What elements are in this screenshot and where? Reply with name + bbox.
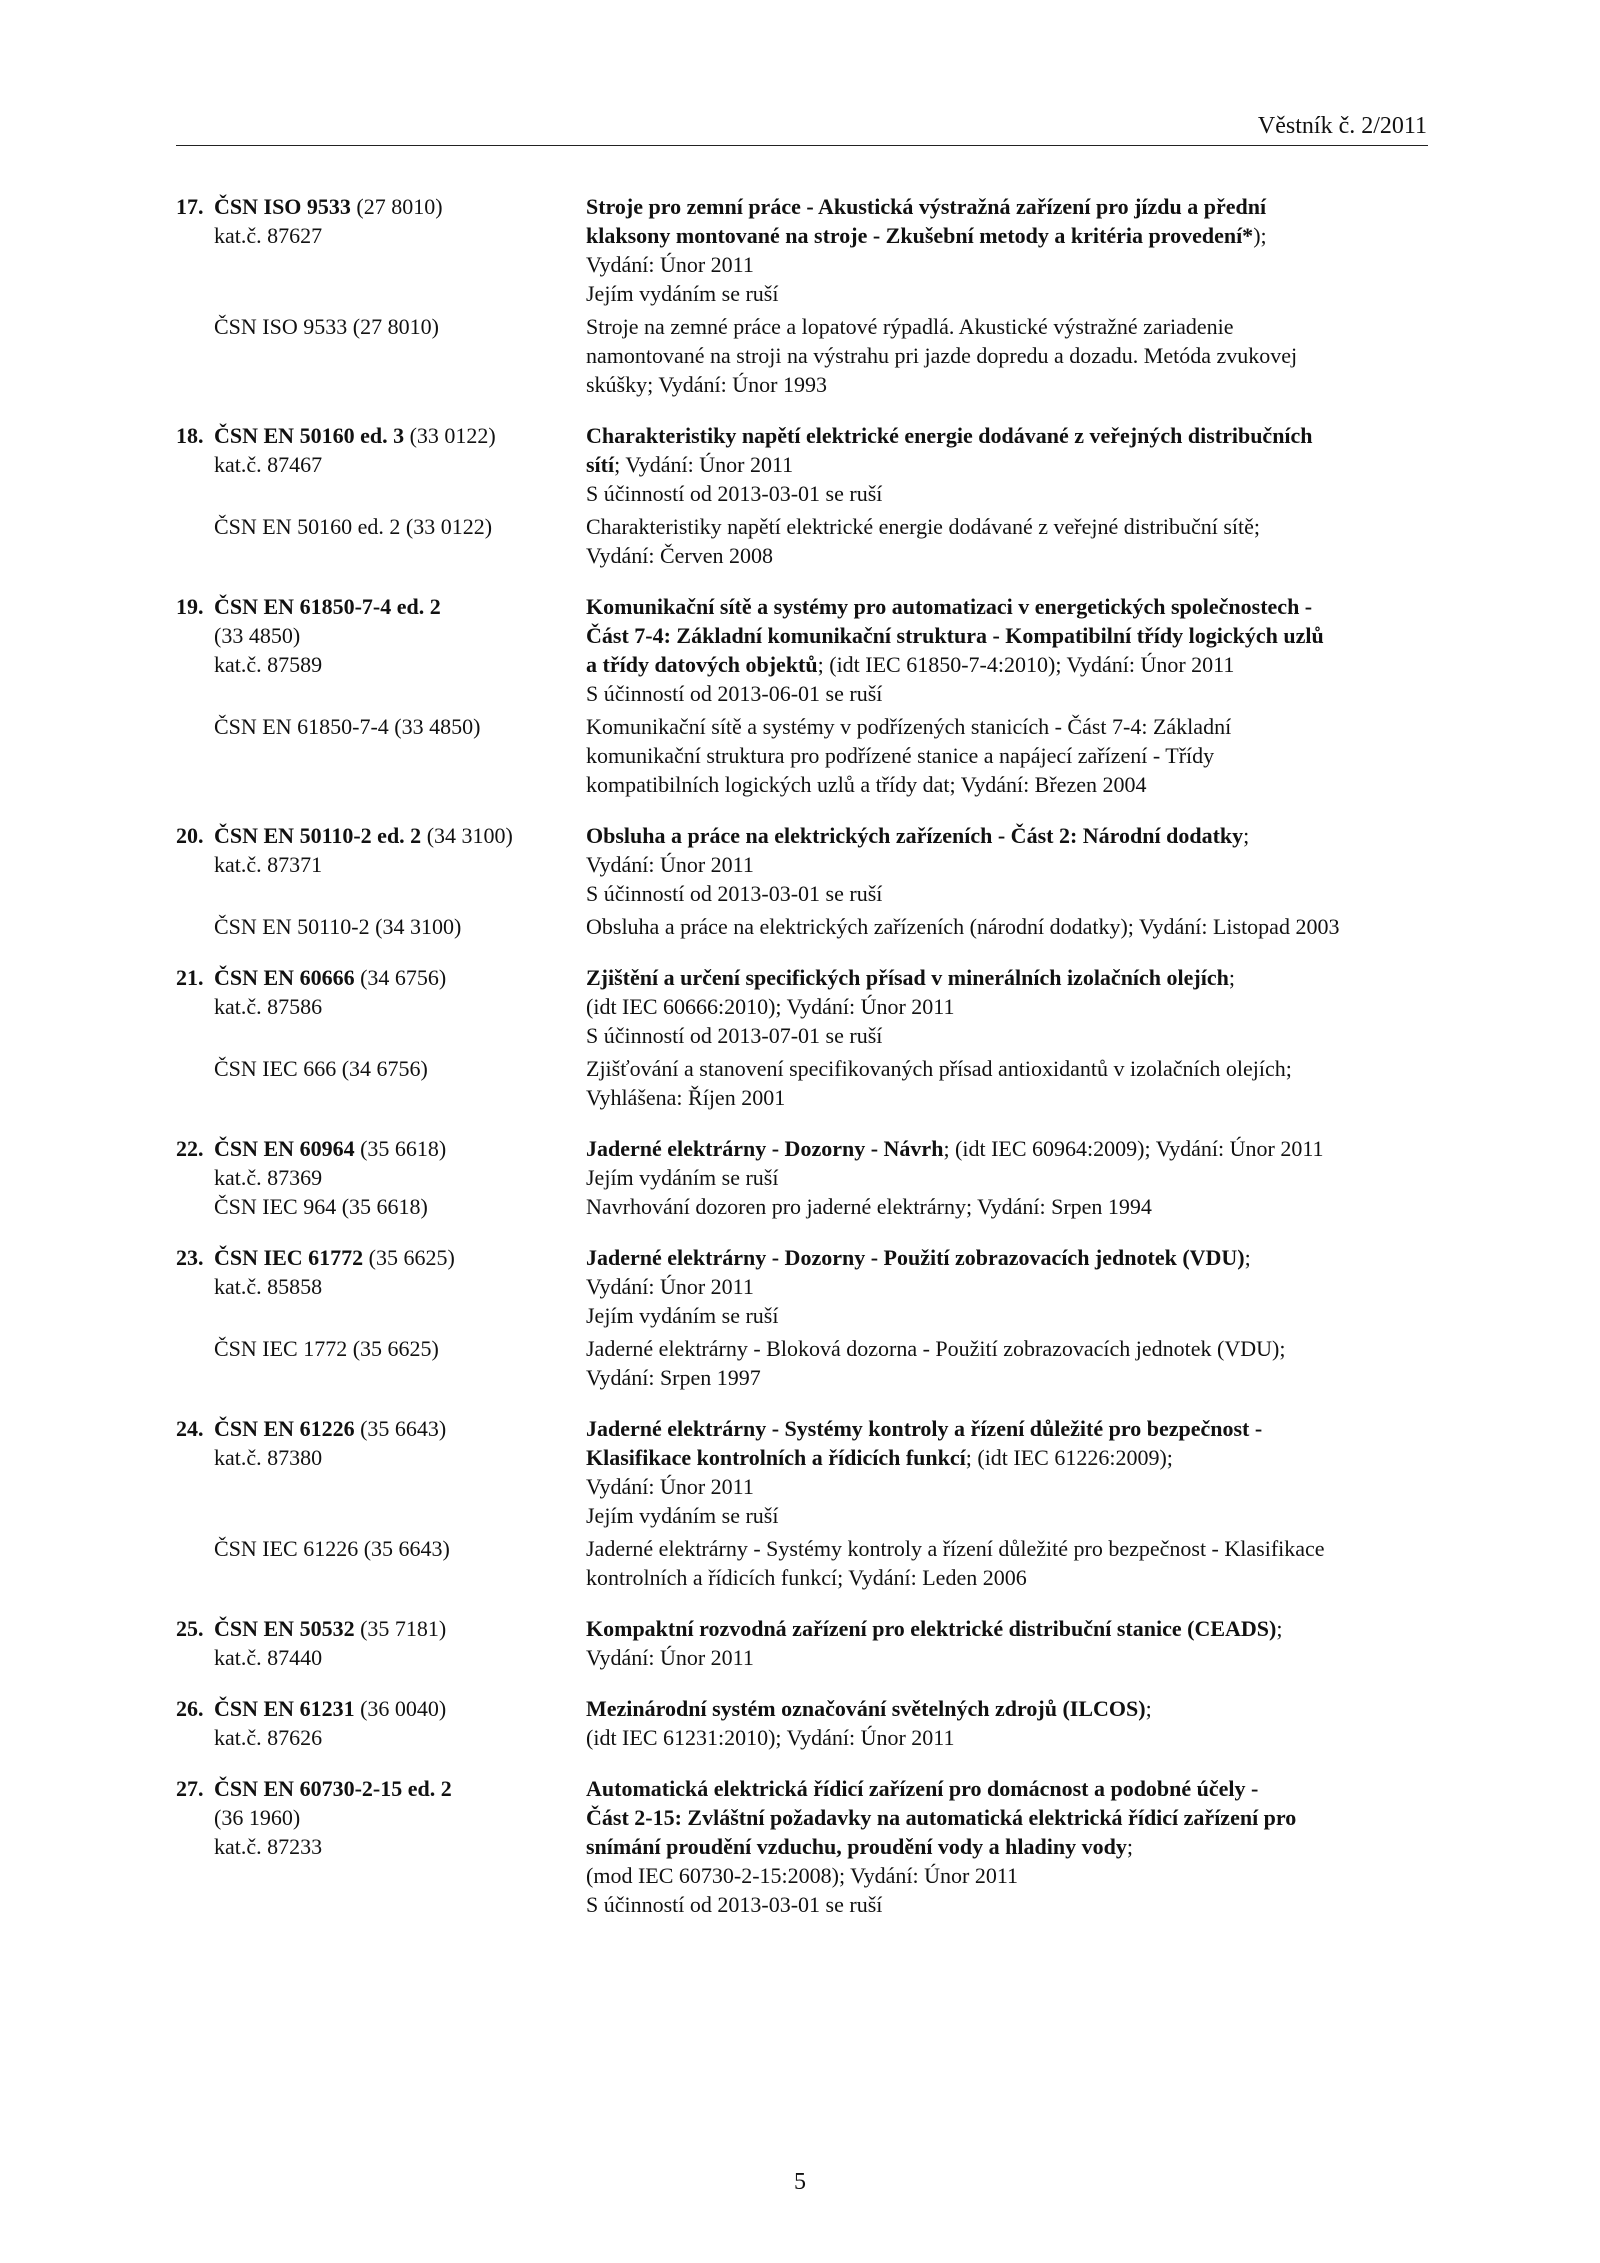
entry-identifiers <box>176 1243 586 1330</box>
replaced-standard-title: kompatibilních logických uzlů a třídy dat; Vydání: Březen 2004 <box>586 772 1147 797</box>
replaced-standard-id <box>176 1334 586 1392</box>
title-line <box>586 963 1436 992</box>
entry-identifiers <box>176 963 586 1050</box>
classification-code: (36 0040) <box>354 1696 447 1721</box>
standards-list <box>176 192 1436 1941</box>
catalog-number: kat.č. 87369 <box>214 1165 323 1190</box>
classification-code: (35 7181) <box>354 1616 447 1641</box>
standard-designation-line <box>176 821 586 850</box>
replaced-standard-title: Komunikační sítě a systémy v podřízených stanicích - Část 7-4: Základní <box>586 714 1232 739</box>
catalog-number: kat.č. 87627 <box>214 223 323 248</box>
standard-entry <box>176 1774 1436 1919</box>
title-line <box>586 1832 1436 1861</box>
standard-code: ČSN EN 61850-7-4 ed. 2 <box>214 594 441 619</box>
title-line <box>586 221 1436 250</box>
replaced-standard-description <box>586 1192 1436 1221</box>
replaced-standard-row <box>176 1534 1436 1592</box>
entry-number: 18. <box>176 423 204 448</box>
entry-identifiers <box>176 192 586 308</box>
standard-title: Jaderné elektrárny - Dozorny - Použití zobrazovacích jednotek (VDU) <box>586 1245 1245 1270</box>
replaced-standard-title: Vyhlášena: Říjen 2001 <box>586 1085 786 1110</box>
entry-description <box>586 1243 1436 1330</box>
replaced-standard-title: Obsluha a práce na elektrických zařízeních (národní dodatky); Vydání: Listopad 2003 <box>586 914 1340 939</box>
catalog-number: kat.č. 87626 <box>214 1725 323 1750</box>
replaced-standard-description <box>586 1534 1436 1592</box>
title-suffix: ; (idt IEC 60964:2009); Vydání: Únor 2011 <box>943 1136 1324 1161</box>
title-suffix: ; (idt IEC 61850-7-4:2010); Vydání: Únor 2011 <box>817 652 1235 677</box>
classification-code: (34 6756) <box>354 965 447 990</box>
standard-title: Část 2-15: Zvláštní požadavky na automatická elektrická řídicí zařízení pro <box>586 1805 1297 1830</box>
replaced-standard-code: ČSN IEC 1772 (35 6625) <box>214 1336 439 1361</box>
title-suffix: ; <box>1244 1245 1251 1270</box>
title-suffix: ; <box>1276 1616 1283 1641</box>
replaced-standard-row <box>176 512 1436 570</box>
replaced-standard-title: Vydání: Srpen 1997 <box>586 1365 761 1390</box>
classification-code: (33 0122) <box>404 423 496 448</box>
catalog-number: kat.č. 87467 <box>214 452 323 477</box>
standard-title: Stroje pro zemní práce - Akustická výstražná zařízení pro jízdu a přední <box>586 194 1267 219</box>
standard-title: Jaderné elektrárny - Systémy kontroly a řízení důležité pro bezpečnost - <box>586 1416 1263 1441</box>
standard-title: Charakteristiky napětí elektrické energie dodávané z veřejných distribučních <box>586 423 1313 448</box>
entry-number: 27. <box>176 1776 204 1801</box>
replaced-standard-code: ČSN EN 50110-2 (34 3100) <box>214 914 462 939</box>
replaced-standard-title: Navrhování dozoren pro jaderné elektrárny; Vydání: Srpen 1994 <box>586 1194 1152 1219</box>
classification-code: (27 8010) <box>350 194 443 219</box>
title-line <box>586 1414 1436 1443</box>
entry-main-row <box>176 963 1436 1050</box>
entry-note: S účinností od 2013-03-01 se ruší <box>586 1892 883 1917</box>
replaced-standard-title: komunikační struktura pro podřízené stanice a napájecí zařízení - Třídy <box>586 743 1215 768</box>
title-line <box>586 621 1436 650</box>
title-line <box>586 1243 1436 1272</box>
replaced-standard-code: ČSN IEC 61226 (35 6643) <box>214 1536 450 1561</box>
standard-code: ČSN EN 60666 <box>214 965 355 990</box>
title-line <box>586 1614 1436 1643</box>
standard-title: klaksony montované na stroje - Zkušební metody a kritéria provedení* <box>586 223 1254 248</box>
standard-entry <box>176 821 1436 941</box>
entry-identifiers <box>176 1414 586 1530</box>
replaced-standard-row <box>176 1054 1436 1112</box>
entry-note: Vydání: Únor 2011 <box>586 1474 754 1499</box>
standard-title: Kompaktní rozvodná zařízení pro elektrické distribuční stanice (CEADS) <box>586 1616 1277 1641</box>
entry-description <box>586 1414 1436 1530</box>
standard-entry <box>176 421 1436 570</box>
entry-note: Jejím vydáním se ruší <box>586 1303 779 1328</box>
title-line <box>586 421 1436 450</box>
entry-identifiers <box>176 821 586 908</box>
standard-title: snímání proudění vzduchu, proudění vody a hladiny vody <box>586 1834 1127 1859</box>
entry-note: S účinností od 2013-06-01 se ruší <box>586 681 883 706</box>
standard-entry <box>176 1414 1436 1592</box>
entry-main-row <box>176 1614 1436 1672</box>
entry-note: S účinností od 2013-07-01 se ruší <box>586 1023 883 1048</box>
entry-description <box>586 1134 1436 1192</box>
entry-main-row <box>176 1243 1436 1330</box>
classification-code: (33 4850) <box>214 623 301 648</box>
title-line <box>586 650 1436 679</box>
replaced-standard-description <box>586 712 1436 799</box>
standard-designation-line <box>176 592 586 621</box>
catalog-number: kat.č. 87440 <box>214 1645 323 1670</box>
entry-note: (idt IEC 61231:2010); Vydání: Únor 2011 <box>586 1725 955 1750</box>
entry-number: 22. <box>176 1136 204 1161</box>
replaced-standard-title: Jaderné elektrárny - Systémy kontroly a řízení důležité pro bezpečnost - Klasifikace <box>586 1536 1325 1561</box>
replaced-standard-description <box>586 912 1436 941</box>
entry-main-row <box>176 421 1436 508</box>
entry-identifiers <box>176 592 586 708</box>
title-line <box>586 592 1436 621</box>
replaced-standard-title: namontované na stroji na výstrahu pri jazde dopredu a dozadu. Metóda zvukovej <box>586 343 1298 368</box>
replaced-standard-code: ČSN EN 50160 ed. 2 (33 0122) <box>214 514 493 539</box>
classification-code: (34 3100) <box>421 823 513 848</box>
title-suffix: ; (idt IEC 61226:2009); <box>965 1445 1173 1470</box>
entry-note: Vydání: Únor 2011 <box>586 852 754 877</box>
standard-entry <box>176 963 1436 1112</box>
replaced-standard-code: ČSN EN 61850-7-4 (33 4850) <box>214 714 481 739</box>
replaced-standard-row <box>176 912 1436 941</box>
standard-entry <box>176 192 1436 399</box>
title-line <box>586 1803 1436 1832</box>
replaced-standard-id <box>176 1534 586 1592</box>
title-suffix: ); <box>1253 223 1267 248</box>
catalog-number: kat.č. 87586 <box>214 994 323 1019</box>
entry-main-row <box>176 592 1436 708</box>
replaced-standard-id <box>176 512 586 570</box>
replaced-standard-description <box>586 1334 1436 1392</box>
replaced-standard-row <box>176 1192 1436 1221</box>
entry-note: Vydání: Únor 2011 <box>586 1645 754 1670</box>
entry-description <box>586 421 1436 508</box>
entry-note: S účinností od 2013-03-01 se ruší <box>586 481 883 506</box>
standard-designation-line <box>176 963 586 992</box>
replaced-standard-description <box>586 1054 1436 1112</box>
standard-designation-line <box>176 421 586 450</box>
standard-title: Klasifikace kontrolních a řídicích funkcí <box>586 1445 966 1470</box>
entry-main-row <box>176 192 1436 308</box>
standard-designation-line <box>176 192 586 221</box>
entry-note: Vydání: Únor 2011 <box>586 1274 754 1299</box>
standard-code: ČSN ISO 9533 <box>214 194 351 219</box>
entry-description <box>586 1774 1436 1919</box>
catalog-number: kat.č. 87233 <box>214 1834 323 1859</box>
replaced-standard-description <box>586 312 1436 399</box>
replaced-standard-code: ČSN IEC 666 (34 6756) <box>214 1056 428 1081</box>
entry-number: 19. <box>176 594 204 619</box>
entry-main-row <box>176 1134 1436 1192</box>
entry-main-row <box>176 821 1436 908</box>
replaced-standard-row <box>176 312 1436 399</box>
header-rule <box>176 145 1428 146</box>
standard-code: ČSN IEC 61772 <box>214 1245 364 1270</box>
standard-code: ČSN EN 60730-2-15 ed. 2 <box>214 1776 452 1801</box>
standard-designation-line <box>176 1134 586 1163</box>
standard-entry <box>176 1134 1436 1221</box>
title-line <box>586 450 1436 479</box>
replaced-standard-id <box>176 1192 586 1221</box>
title-suffix: ; <box>1145 1696 1152 1721</box>
entry-number: 17. <box>176 194 204 219</box>
replaced-standard-id <box>176 1054 586 1112</box>
replaced-standard-title: Jaderné elektrárny - Bloková dozorna - Použití zobrazovacích jednotek (VDU); <box>586 1336 1286 1361</box>
standard-code: ČSN EN 50110-2 ed. 2 <box>214 823 422 848</box>
title-suffix: ; <box>1228 965 1235 990</box>
standard-title: a třídy datových objektů <box>586 652 818 677</box>
replaced-standard-id <box>176 912 586 941</box>
entry-note: (idt IEC 60666:2010); Vydání: Únor 2011 <box>586 994 955 1019</box>
entry-number: 21. <box>176 965 204 990</box>
entry-note: Jejím vydáním se ruší <box>586 1503 779 1528</box>
entry-note: (mod IEC 60730-2-15:2008); Vydání: Únor 2011 <box>586 1863 1019 1888</box>
standard-title: Automatická elektrická řídicí zařízení pro domácnost a podobné účely - <box>586 1776 1259 1801</box>
standard-code: ČSN EN 50160 ed. 3 <box>214 423 405 448</box>
entry-description <box>586 1614 1436 1672</box>
title-line <box>586 1694 1436 1723</box>
classification-code: (36 1960) <box>214 1805 301 1830</box>
standard-entry <box>176 1243 1436 1392</box>
replaced-standard-code: ČSN ISO 9533 (27 8010) <box>214 314 439 339</box>
standard-title: Obsluha a práce na elektrických zařízeních - Část 2: Národní dodatky <box>586 823 1244 848</box>
standard-designation-line <box>176 1414 586 1443</box>
entry-identifiers <box>176 1774 586 1919</box>
standard-title: sítí <box>586 452 615 477</box>
title-suffix: ; <box>1126 1834 1133 1859</box>
standard-designation-line <box>176 1614 586 1643</box>
entry-number: 20. <box>176 823 204 848</box>
replaced-standard-title: skúšky; Vydání: Únor 1993 <box>586 372 827 397</box>
page-number: 5 <box>794 2169 806 2195</box>
replaced-standard-id <box>176 712 586 799</box>
replaced-standard-row <box>176 1334 1436 1392</box>
standard-code: ČSN EN 61231 <box>214 1696 355 1721</box>
standard-designation-line <box>176 1774 586 1803</box>
standard-title: Mezinárodní systém označování světelných zdrojů (ILCOS) <box>586 1696 1146 1721</box>
replaced-standard-title: Charakteristiky napětí elektrické energie dodávané z veřejné distribuční sítě; <box>586 514 1260 539</box>
replaced-standard-id <box>176 312 586 399</box>
catalog-number: kat.č. 87589 <box>214 652 323 677</box>
title-line <box>586 1443 1436 1472</box>
entry-main-row <box>176 1414 1436 1530</box>
standard-designation-line <box>176 1243 586 1272</box>
classification-code: (35 6643) <box>354 1416 447 1441</box>
entry-note: Jejím vydáním se ruší <box>586 281 779 306</box>
classification-code: (35 6625) <box>363 1245 455 1270</box>
title-line <box>586 821 1436 850</box>
title-line <box>586 192 1436 221</box>
standard-title: Část 7-4: Základní komunikační struktura - Kompatibilní třídy logických uzlů <box>586 623 1324 648</box>
classification-code: (35 6618) <box>354 1136 447 1161</box>
replaced-standard-title: kontrolních a řídicích funkcí; Vydání: Leden 2006 <box>586 1565 1027 1590</box>
replaced-standard-title: Vydání: Červen 2008 <box>586 543 773 568</box>
catalog-number: kat.č. 87380 <box>214 1445 323 1470</box>
standard-entry <box>176 1614 1436 1672</box>
catalog-number: kat.č. 85858 <box>214 1274 323 1299</box>
entry-identifiers <box>176 1134 586 1192</box>
standard-designation-line <box>176 1694 586 1723</box>
standard-code: ČSN EN 60964 <box>214 1136 355 1161</box>
entry-identifiers <box>176 421 586 508</box>
standard-title: Zjištění a určení specifických přísad v minerálních izolačních olejích <box>586 965 1229 990</box>
replaced-standard-title: Zjišťování a stanovení specifikovaných přísad antioxidantů v izolačních olejích; <box>586 1056 1292 1081</box>
entry-identifiers <box>176 1694 586 1752</box>
replaced-standard-description <box>586 512 1436 570</box>
catalog-number: kat.č. 87371 <box>214 852 323 877</box>
standard-title: Komunikační sítě a systémy pro automatizaci v energetických společnostech - <box>586 594 1313 619</box>
entry-number: 23. <box>176 1245 204 1270</box>
entry-identifiers <box>176 1614 586 1672</box>
entry-note: S účinností od 2013-03-01 se ruší <box>586 881 883 906</box>
entry-description <box>586 963 1436 1050</box>
replaced-standard-row <box>176 712 1436 799</box>
replaced-standard-code: ČSN IEC 964 (35 6618) <box>214 1194 428 1219</box>
standard-title: Jaderné elektrárny - Dozorny - Návrh <box>586 1136 944 1161</box>
entry-number: 24. <box>176 1416 204 1441</box>
title-line <box>586 1774 1436 1803</box>
title-suffix: ; <box>1243 823 1250 848</box>
title-line <box>586 1134 1436 1163</box>
entry-note: Vydání: Únor 2011 <box>586 252 754 277</box>
entry-note: Jejím vydáním se ruší <box>586 1165 779 1190</box>
entry-number: 25. <box>176 1616 204 1641</box>
entry-description <box>586 821 1436 908</box>
entry-number: 26. <box>176 1696 204 1721</box>
replaced-standard-title: Stroje na zemné práce a lopatové rýpadlá. Akustické výstražné zariadenie <box>586 314 1234 339</box>
entry-description <box>586 192 1436 308</box>
standard-code: ČSN EN 61226 <box>214 1416 355 1441</box>
standard-entry <box>176 1694 1436 1752</box>
title-suffix: ; Vydání: Únor 2011 <box>614 452 794 477</box>
entry-description <box>586 1694 1436 1752</box>
entry-main-row <box>176 1694 1436 1752</box>
standard-entry <box>176 592 1436 799</box>
standard-code: ČSN EN 50532 <box>214 1616 355 1641</box>
bulletin-title: Věstník č. 2/2011 <box>1257 113 1427 139</box>
entry-description <box>586 592 1436 708</box>
entry-main-row <box>176 1774 1436 1919</box>
